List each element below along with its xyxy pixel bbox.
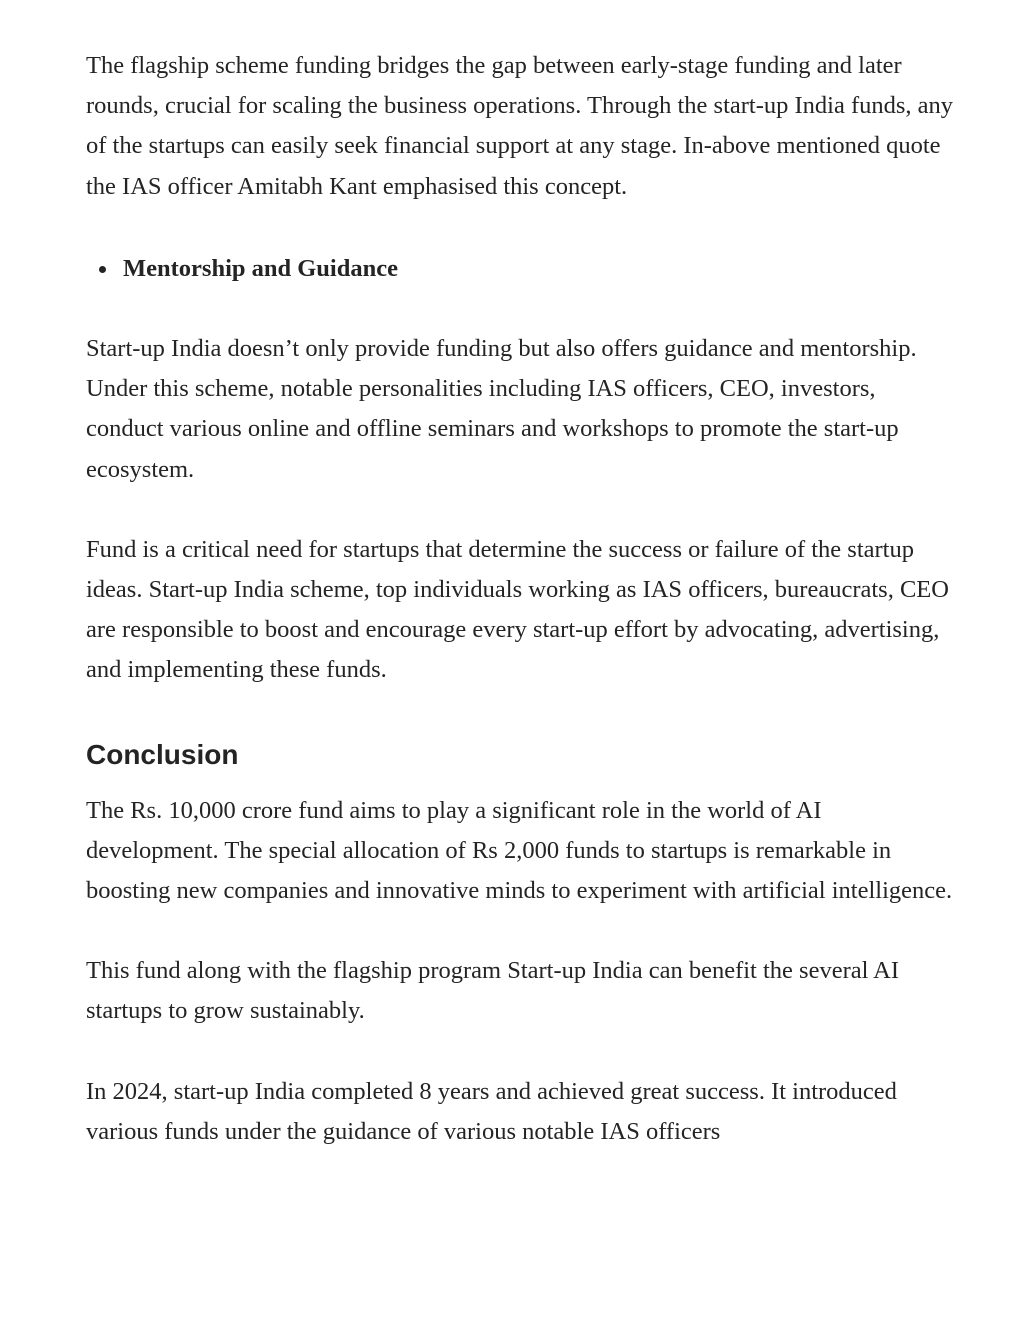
article-body bbox=[86, 46, 956, 1152]
bullet-item-mentorship bbox=[86, 249, 956, 289]
paragraph-2024: In 2024, start-up India completed 8 years and achieved great success. It introduced various funds under the guidance of various notable IAS officers bbox=[86, 1077, 897, 1145]
bullet-dot-icon bbox=[99, 266, 106, 273]
bullet-list bbox=[86, 249, 956, 289]
paragraph-mentorship: Start-up India doesn’t only provide funding but also offers guidance and mentorship. Under this scheme, notable personalities including IAS officers, CEO, investors, conduct various online and offline seminars and workshops to promote the start-up ecosystem. bbox=[86, 335, 917, 483]
paragraph-ai-startups: This fund along with the flagship program Start-up India can benefit the several AI startups to grow sustainably. bbox=[86, 957, 900, 1025]
paragraph-funding-gap: The flagship scheme funding bridges the gap between early-stage funding and later rounds, crucial for scaling the business operations. Through the start-up India funds, any of the startups can easily seek financial support at any stage. In-above mentioned quote the IAS officer Amitabh Kant emphasised this concept. bbox=[86, 52, 954, 200]
paragraph-fund-need: Fund is a critical need for startups that determine the success or failure of the startup ideas. Start-up India scheme, top individuals working as IAS officers, bureaucrats, CEO are responsible to boost and encourage every start-up effort by advocating, advertising, and implementing these funds. bbox=[86, 535, 949, 684]
heading-conclusion: Conclusion bbox=[86, 738, 239, 770]
paragraph-ai-fund: The Rs. 10,000 crore fund aims to play a significant role in the world of AI development. The special allocation of Rs 2,000 funds to startups is remarkable in boosting new companies and innovative minds to experiment with artificial intelligence. bbox=[86, 796, 953, 905]
bullet-label: Mentorship and Guidance bbox=[123, 254, 398, 282]
